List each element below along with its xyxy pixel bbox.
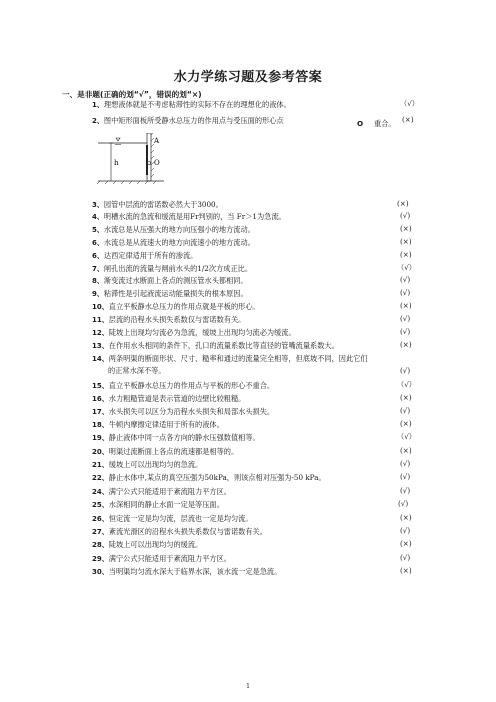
question-text: 恒定流一定是均匀流，层流也一定是均匀流。 <box>108 514 253 523</box>
question-text: 渐变流过水断面上各点的测压管水头都相同。 <box>103 276 248 285</box>
answer-mark: (×) <box>402 115 414 124</box>
answer-mark: (√) <box>400 288 411 297</box>
question-item <box>92 288 248 300</box>
question-text: 紊流光滑区的沿程水头损失系数仅与雷诺数有关。 <box>108 527 267 536</box>
q2-tail-text: 重合。 <box>374 119 396 128</box>
question-text: 满宁公式只能适用于紊流阻力平方区。 <box>108 554 231 563</box>
question-number: 17、 <box>92 408 109 416</box>
page-title: 水力学练习题及参考答案 <box>173 70 323 85</box>
question-text: 园管中层流的雷诺数必然大于3000。 <box>103 200 223 209</box>
figure-label-h: h <box>114 159 119 167</box>
question-text: 明槽水流的急流和缓流是用Fr判别的，当 Fr＞1为急流。 <box>103 212 286 221</box>
rectangular-plate-figure <box>94 133 174 185</box>
answer-mark: (√) <box>400 553 411 562</box>
question-text: 牛顿内摩擦定律适用于所有的液体。 <box>108 420 224 429</box>
question-item <box>92 353 368 365</box>
question-text: 在作用水头相同的条件下，孔口的流量系数比等直径的管嘴流量系数大。 <box>108 341 339 350</box>
answer-mark: (×) <box>400 566 412 575</box>
question-text: 闸孔出流的流量与闸前水头的1/2次方成正比。 <box>103 264 253 273</box>
figure-label-o: O <box>154 159 160 167</box>
question-number: 6、 <box>92 239 104 247</box>
question-number: 12、 <box>92 329 109 337</box>
question-number: 25、 <box>92 501 109 509</box>
question-number: 27、 <box>92 528 109 536</box>
question-number: 26、 <box>92 515 109 523</box>
answer-mark: （√） <box>400 99 419 108</box>
answer-mark: （√） <box>397 263 416 272</box>
question-text: 图中矩形面板所受静水总压力的作用点与受压面的形心点 <box>103 116 284 125</box>
answer-mark: (√) <box>400 472 411 481</box>
question-item <box>92 250 197 262</box>
question-text: 满宁公式只能适用于紊流阻力平方区。 <box>108 487 231 496</box>
question-text: 直立平板静水总压力的作用点与平板的形心不重合。 <box>108 381 275 390</box>
question-item <box>92 199 223 211</box>
section-heading: 一、是非题(正确的划“√”，错误的划“×) <box>62 90 202 99</box>
answer-mark: (×) <box>397 199 409 208</box>
question-item <box>92 314 245 326</box>
question-text: 水力粗糙管道是表示管道的边壁比较粗糙。 <box>108 394 246 403</box>
question-item <box>92 406 274 418</box>
question-text: 达西定律适用于所有的渗流。 <box>103 251 198 260</box>
answer-mark: (√) <box>400 327 411 336</box>
question-item <box>92 566 281 578</box>
question-text: 粘滞性是引起液流运动能量损失的根本原因。 <box>103 289 248 298</box>
question-number: 15、 <box>92 382 109 390</box>
question-number: 16、 <box>92 395 109 403</box>
question-text: 静止液体中同一点各方向的静水压强数值相等。 <box>108 433 260 442</box>
question-number: 21、 <box>92 461 109 469</box>
answer-mark: (×) <box>400 340 412 349</box>
answer-mark: (×) <box>400 250 412 259</box>
question-text: 直立平板静水总压力的作用点就是平板的形心。 <box>108 302 260 311</box>
question-text: 水深相同的静止水面一定是等压面。 <box>108 500 224 509</box>
question-text: 陡坡上可以出现均匀的缓流。 <box>108 540 203 549</box>
question-text: 理想液体就是不考虑粘滞性的实际不存在的理想化的液体。 <box>103 100 291 109</box>
question-item <box>92 553 231 565</box>
question-item <box>92 432 260 444</box>
question-item <box>92 513 253 525</box>
question-item <box>92 486 231 498</box>
question-item <box>92 115 284 127</box>
answer-mark: (√) <box>400 314 411 323</box>
question-item <box>92 263 252 275</box>
question-number: 22、 <box>92 474 109 482</box>
question-number: 1、 <box>92 101 104 109</box>
answer-mark: (√) <box>400 406 411 415</box>
question-number: 18、 <box>92 421 109 429</box>
question-text: 两条明渠的断面形状、尺寸、糙率和通过的流量完全相等，但底坡不同，因此它们 <box>108 354 368 363</box>
question-text: 当明渠均匀流水深大于临界水深，该水流一定是急流。 <box>108 567 282 576</box>
answer-mark: (√) <box>400 486 411 495</box>
answer-mark: (√) <box>400 526 411 535</box>
question-number: 13、 <box>92 342 109 350</box>
question-continuation: 的正常水深不等。 <box>108 366 166 375</box>
answer-mark: (×) <box>400 419 412 428</box>
question-item <box>92 224 255 236</box>
question-number: 3、 <box>92 201 104 209</box>
question-item <box>92 446 238 458</box>
answer-mark: (×) <box>400 539 412 548</box>
question-number: 30、 <box>92 568 109 576</box>
question-item <box>92 340 339 352</box>
answer-mark: (√) <box>400 459 411 468</box>
question-number: 4、 <box>92 213 104 221</box>
answer-mark: （√） <box>397 432 416 441</box>
question-number: 11、 <box>92 316 109 324</box>
question-number: 20、 <box>92 448 109 456</box>
question-number: 9、 <box>92 290 104 298</box>
answer-mark: (×) <box>400 393 412 402</box>
question-item <box>92 472 326 484</box>
answer-mark: (×) <box>400 513 412 522</box>
question-number: 24、 <box>92 488 109 496</box>
answer-mark: (√) <box>400 275 411 284</box>
question-text: 陡坡上出现均匀流必为急流，缓坡上出现均匀流必为缓流。 <box>108 328 296 337</box>
answer-mark: (√) <box>400 211 411 220</box>
answer-mark: (×) <box>400 301 412 310</box>
question-text: 水流总是从压强大的地方向压强小的地方流动。 <box>103 225 255 234</box>
answer-mark: (×) <box>400 446 412 455</box>
question-text: 层流的沿程水头损失系数仅与雷诺数有关。 <box>108 315 246 324</box>
question-text: 缓坡上可以出现均匀的急流。 <box>108 460 203 469</box>
question-number: 29、 <box>92 555 109 563</box>
question-text: 水头损失可以区分为沿程水头损失和局部水头损失。 <box>108 407 275 416</box>
answer-mark: (√) <box>398 499 409 508</box>
question-item <box>92 99 291 111</box>
page-number: 1 <box>246 683 250 690</box>
question-item <box>92 539 202 551</box>
question-item <box>92 237 255 249</box>
question-number: 28、 <box>92 541 109 549</box>
question-text: 静止水体中,某点的真空压强为50kPa，则该点相对压强为-50 kPa。 <box>108 473 326 482</box>
question-item <box>92 275 248 287</box>
question-number: 7、 <box>92 265 104 273</box>
question-number: 14、 <box>92 355 109 363</box>
question-number: 5、 <box>92 226 104 234</box>
answer-mark: (√) <box>400 366 411 375</box>
question-item <box>92 393 245 405</box>
question-item <box>92 380 274 392</box>
answer-mark: （√） <box>397 380 416 389</box>
question-item <box>92 459 202 471</box>
question-item <box>92 419 224 431</box>
question-number: 10、 <box>92 303 109 311</box>
figure-label-a: A <box>154 137 160 145</box>
answer-mark: (×) <box>400 237 412 246</box>
answer-mark: (×) <box>400 224 412 233</box>
question-number: 2、 <box>92 117 104 125</box>
question-item <box>92 211 286 223</box>
question-item <box>92 327 296 339</box>
question-item <box>92 526 267 538</box>
question-number: 8、 <box>92 277 104 285</box>
q2-point-label: O <box>357 119 364 128</box>
question-item <box>92 499 224 511</box>
question-number: 6、 <box>92 252 104 260</box>
question-number: 19、 <box>92 434 109 442</box>
question-item <box>92 301 260 313</box>
question-text: 水流总是从流速大的地方向流速小的地方流动。 <box>103 238 255 247</box>
question-text: 明渠过流断面上各点的流速都是相等的。 <box>108 447 239 456</box>
